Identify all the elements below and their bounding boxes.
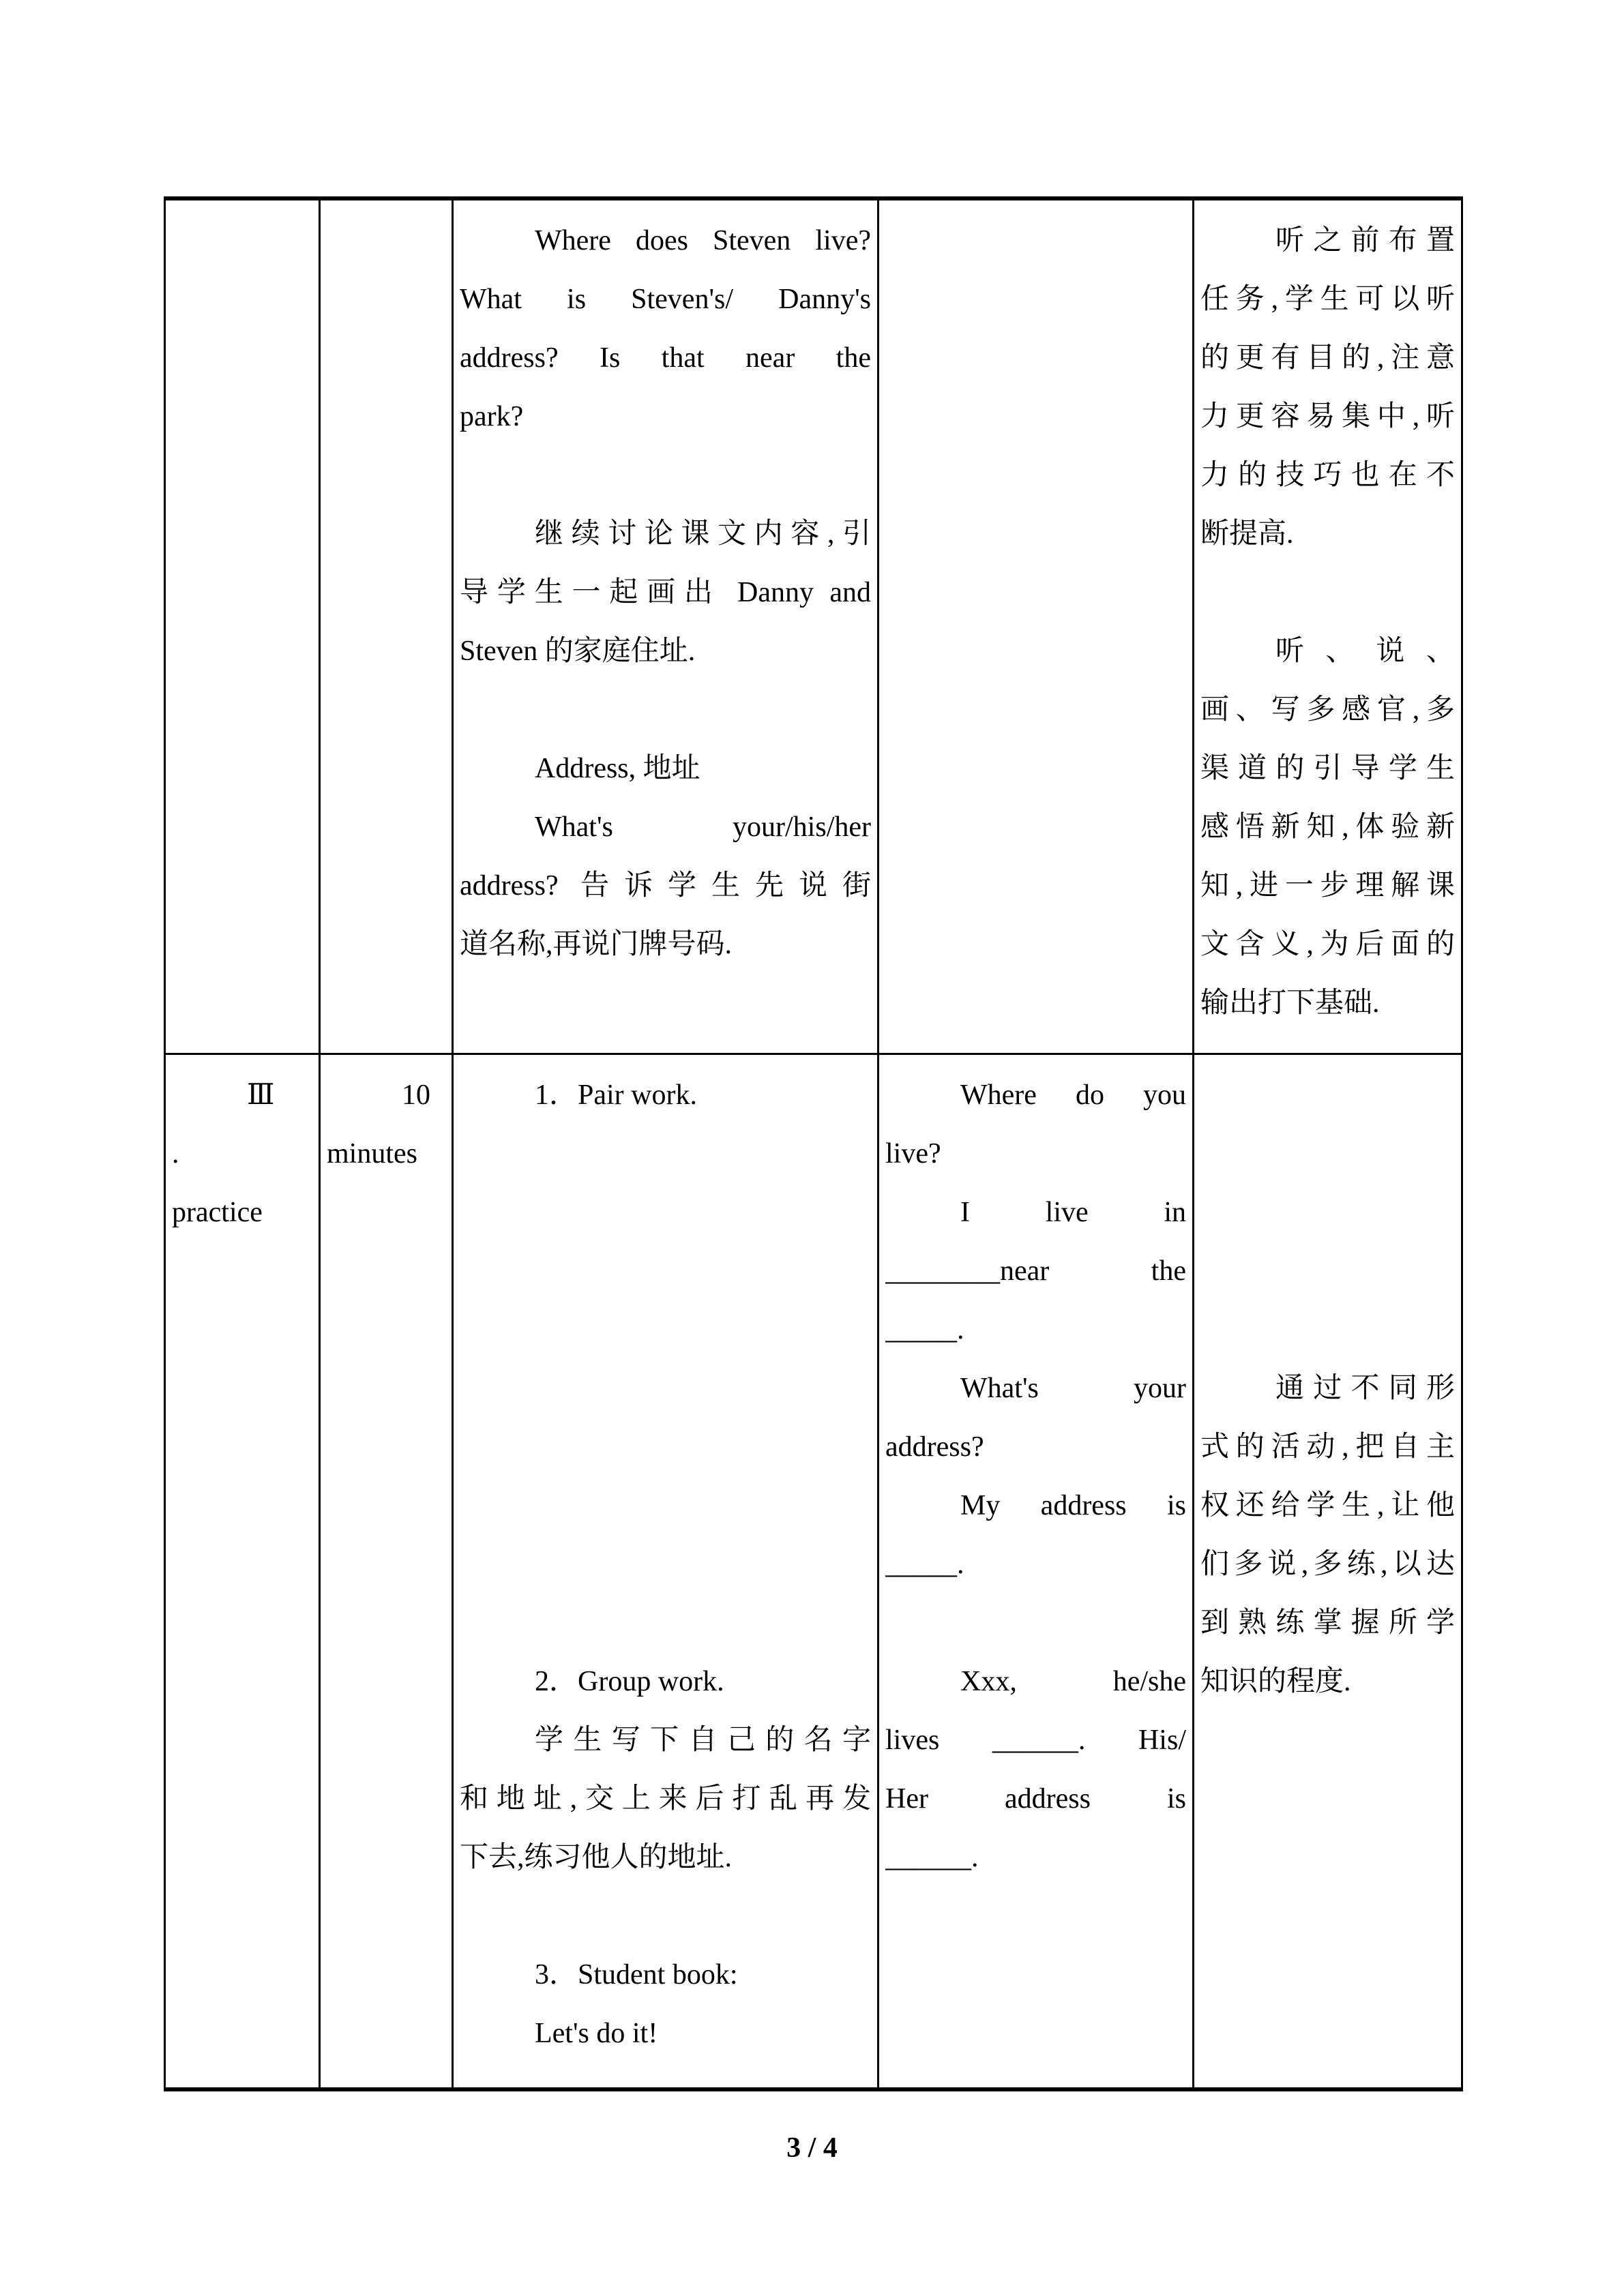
cell-activities-row1 [453,198,879,1054]
cell-time-row2 [320,1054,453,2090]
text-line: 感悟新知,体验新 [1200,811,1455,843]
text-line: 道名称,再说门牌号码. [460,929,733,960]
text-line [460,1594,871,1652]
table-row [165,198,1462,1054]
text-line: Where does Steven live? [535,225,871,256]
text-line: 画、写多感官,多 [1200,694,1455,726]
text-line [460,1359,871,1418]
text-line: _____. [885,1549,964,1580]
text-line: address? Is that near the [460,342,871,374]
text-line: 断提高. [1200,518,1294,550]
text-line: address? [885,1431,984,1463]
text-line [1200,1242,1455,1300]
text-line: address? 告诉学生先说街 [460,870,871,901]
text-line: 力的技巧也在不 [1200,460,1455,491]
cell-activities-row2 [453,1054,879,2090]
text-line: practice [172,1197,263,1228]
text-line [460,1242,871,1300]
text-line: ______. [885,1842,979,1873]
text-line [460,1183,871,1242]
cell-stage-row2 [165,1054,320,2090]
text-line: Address, 地址 [535,753,700,784]
text-line [1200,1300,1455,1359]
text-line: park? [460,401,524,432]
text-line: 渠道的引导学生 [1200,753,1455,784]
text-line: 知识的程度. [1200,1666,1351,1697]
text-line: 任务,学生可以听 [1200,284,1455,315]
text-line [1200,1183,1455,1242]
text-line: 知,进一步理解课 [1200,870,1455,901]
cell-notes-row2 [1194,1054,1462,2090]
text-line: 导学生一起画出 Danny and [460,577,871,608]
text-line: 2．Group work. [535,1666,724,1697]
text-line [460,1124,871,1183]
cell-language-row2 [879,1054,1194,2090]
text-line: 下去,练习他人的地址. [460,1842,733,1873]
text-line: Xxx, he/she [960,1666,1186,1697]
text-line [460,681,871,739]
text-line: ________near the [885,1255,1186,1287]
cell-stage-row1 [165,198,320,1054]
text-line: 10 [402,1079,430,1111]
lesson-plan-table [164,196,1463,2091]
text-line: My address is [960,1490,1186,1521]
text-line: Where do you [960,1079,1186,1111]
text-line [460,1887,871,1945]
text-line: 听之前布置 [1275,225,1455,256]
text-line: 听、说、 [1275,636,1455,667]
text-line: 文含义,为后面的 [1200,929,1455,960]
table-row [165,1054,1462,2090]
text-line [1200,1066,1455,1124]
cell-notes-row1 [1194,198,1462,1054]
text-line: Steven 的家庭住址. [460,636,696,667]
text-line: 通过不同形 [1275,1373,1455,1404]
text-line: 3．Student book: [535,1959,738,1991]
text-line: 继续讨论课文内容,引 [535,518,871,550]
page-number: 3 / 4 [786,2132,838,2164]
text-line: 到熟练掌握所学 [1200,1607,1455,1639]
text-line: _____. [885,1314,964,1345]
text-line [1200,1124,1455,1183]
text-line: Let's do it! [535,2018,658,2049]
text-line: live? [885,1138,941,1169]
text-line [460,1476,871,1535]
text-line [1200,563,1455,622]
text-line: 和地址,交上来后打乱再发 [460,1783,871,1815]
text-line: What's your [960,1373,1186,1404]
text-line: minutes [327,1138,417,1169]
text-line: . [172,1138,179,1169]
text-line: 们多说,多练,以达 [1200,1549,1455,1580]
text-line: 学生写下自己的名字 [535,1725,871,1756]
text-line [885,1594,1186,1652]
text-line [460,446,871,505]
text-line: 力更容易集中,听 [1200,401,1455,432]
text-line: 1．Pair work. [535,1079,697,1111]
text-line: Her address is [885,1783,1186,1815]
text-line [460,1418,871,1476]
text-line: 权还给学生,让他 [1200,1490,1455,1521]
cell-language-row1 [879,198,1194,1054]
text-line [460,1300,871,1359]
text-line: What is Steven's/ Danny's [460,284,871,315]
text-line: I live in [960,1197,1186,1228]
text-line: 输出打下基础. [1200,987,1380,1019]
text-line: What's your/his/her [535,811,871,843]
cell-time-row1 [320,198,453,1054]
text-line: lives ______. His/ [885,1725,1186,1756]
text-line [460,1535,871,1594]
text-line: 式的活动,把自主 [1200,1431,1455,1463]
text-line: 的更有目的,注意 [1200,342,1455,374]
text-line: Ⅲ [247,1079,275,1111]
